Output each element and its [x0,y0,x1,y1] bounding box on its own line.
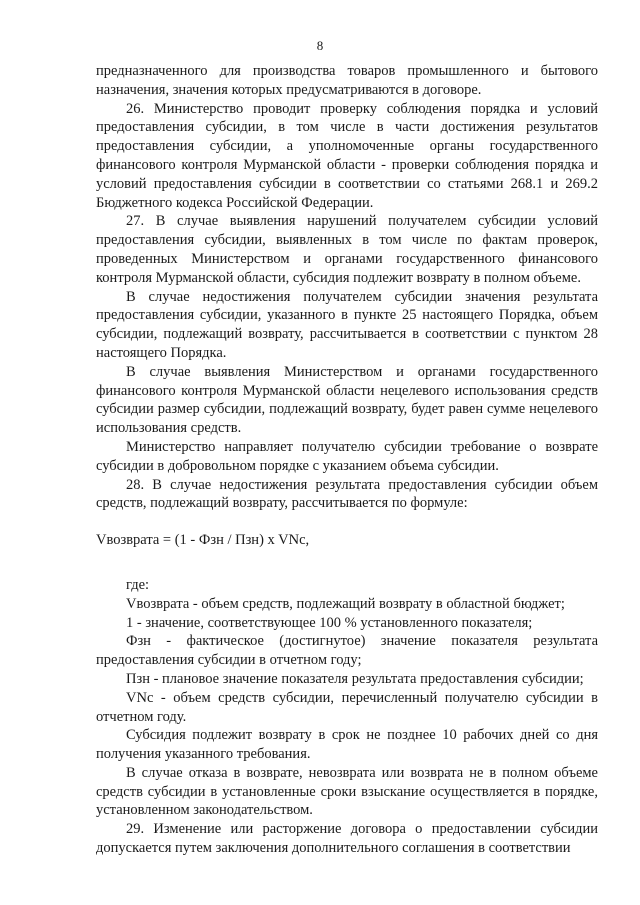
definition-v-return: Vвозврата - объем средств, подлежащий возврату в областной бюджет; [126,595,565,612]
paragraph-continuation: предназначенного для производства товаров промышленного и бытового назначения, значения которых предусматриваются в договоре. [96,63,598,98]
paragraph-28: 28. В случае недостижения результата предоставления субсидии объем средств, подлежащий возврату, рассчитывается по формуле: [96,476,598,512]
paragraph-27-requirement: Министерство направляет получателю субсидии требование о возврате субсидии в добровольном порядке с указанием объема субсидии. [96,438,598,474]
paragraph-26: 26. Министерство проводит проверку соблюдения порядка и условий предоставления субсидии, в том числе в части достижения результатов предоставления субсидии, а уполномоченные органы государственного финансового контроля Мурманской области - проверки соблюдения порядка и условий предоставления субсидии в соответствии со статьями 268.1 и 269.2 Бюджетного кодекса Российской Федерации. [96,100,598,211]
paragraph-27-misuse: В случае выявления Министерством и органами государственного финансового контроля Мурманской области нецелевого использования средств субсидии размер субсидии, подлежащий возврату, будет равен сумме нецелевого использования средств. [96,363,598,437]
definition-vnc: VNс - объем средств субсидии, перечисленный получателю субсидии в отчетном году. [96,689,598,725]
definition-fzn: Фзн - фактическое (достигнутое) значение показателя результата предоставления субсидии в отчетном году; [96,633,598,669]
definition-one: 1 - значение, соответствующее 100 % установленного показателя; [126,614,533,631]
definition-pzn: Пзн - плановое значение показателя результата предоставления субсидии; [126,670,584,687]
page-number: 8 [316,38,324,53]
document-body [96,62,598,858]
paragraph-return-deadline: Субсидия подлежит возврату в срок не позднее 10 рабочих дней со дня получения указанного требования. [96,727,598,763]
return-formula: Vвозврата = (1 - Фзн / Пзн) x VNс, [96,532,310,549]
paragraph-29: 29. Изменение или расторжение договора о предоставлении субсидии допускается путем заключения дополнительного соглашения в соответствии [96,821,598,857]
where-label: где: [126,576,150,593]
paragraph-27-non-achievement: В случае недостижения получателем субсидии значения результата предоставления субсидии, указанного в пункте 25 настоящего Порядка, объем субсидии, подлежащий возврату, рассчитывается в соответствии с пунктом 28 настоящего Порядка. [96,288,598,361]
paragraph-27: 27. В случае выявления нарушений получателем субсидии условий предоставления субсидии, выявленных в том числе по фактам проверок, проведенных Министерством и органами государственного финансового контроля Мурманской области, субсидия подлежит возврату в полном объеме. [96,213,598,286]
paragraph-recovery: В случае отказа в возврате, невозврата или возврата не в полном объеме средств субсидии в установленные сроки взыскание осуществляется в порядке, установленном законодательством. [96,764,598,819]
